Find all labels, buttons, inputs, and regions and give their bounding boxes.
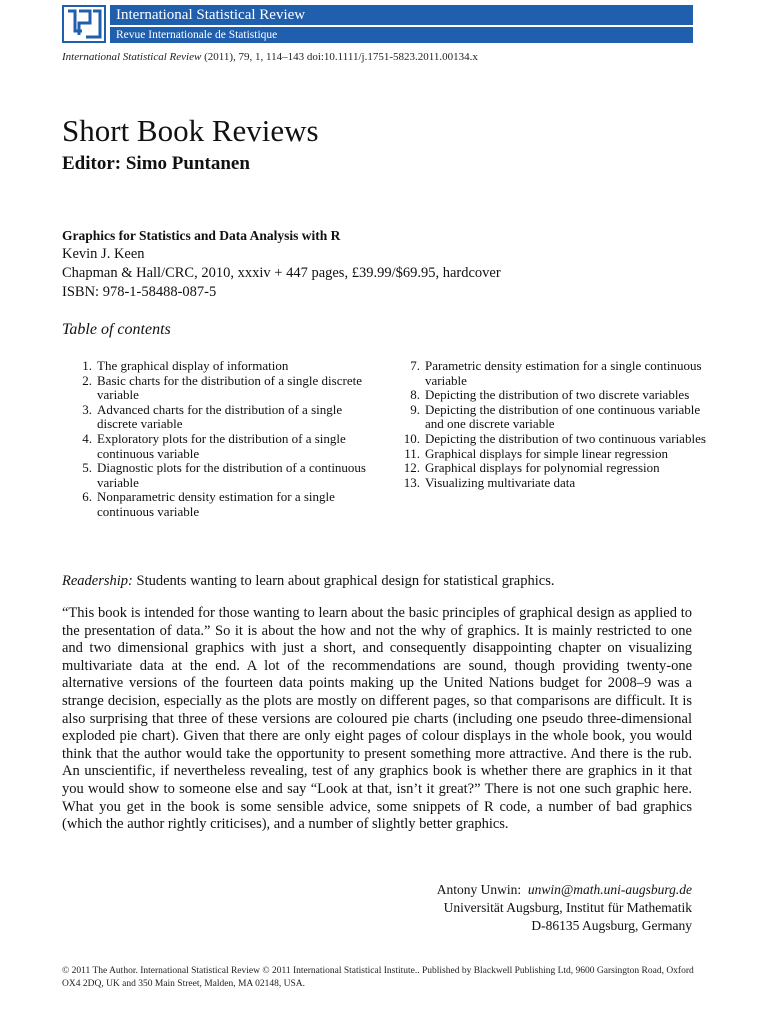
reviewer-address: D-86135 Augsburg, Germany [531,918,692,933]
review-paragraph: “This book is intended for those wanting to learn about the basic principles of graphical design as applied to the presentation of data.” So it is about the how and not the why of graphics. It is mainly restricted to one and two dimensional graphics with just a short, and consequently disappointing chapter on visualizing multivariate data at the end. A lot of the recommendations are sound, though providing twenty-one alternative versions of the fourteen data points making up the United Nations budget for 2008–9 was a strange decision, especially as the plots are mostly on different pages, so that comparisons are difficult. It is also surprising that three of these versions are coloured pie charts (including one pseudo three-dimensional exploded pie chart). Given that there are only eight pages of colour displays in the whole book, you would think that the author would take the opportunity to present something more attractive. And there is the rub. An unscientific, if nevertheless revealing, test of any graphics book is whether there are graphics in it that you would show to someone else and say “Look at that, isn’t it great?” There is not one such graphic here. What you get in the book is some sensible advice, some snippets of R code, a number of bad graphics (which the author rightly criticises), and a number of slightly better graphics. [62,605,692,833]
toc-item-number: 5. [82,460,92,476]
readership-label: Readership: [62,573,133,589]
isi-logo-icon [62,5,106,43]
page-title: Short Book Reviews [62,113,319,148]
toc-item-text: Exploratory plots for the distribution of a single continuous variable [97,430,346,461]
toc-item-text: Basic charts for the distribution of a single discrete variable [97,372,362,403]
journal-banner [62,5,693,43]
reviewer-name: Antony Unwin: [436,882,522,897]
toc-item-number: 8. [410,387,420,403]
book-details [62,226,501,302]
toc-item [390,359,710,388]
reviewer-email: unwin@math.uni-augsburg.de [527,882,692,897]
toc-item-number: 9. [410,401,420,417]
toc-item-number: 13. [403,474,420,490]
reviewer-institution: Universität Augsburg, Institut für Mathematik [443,900,692,915]
toc-item [390,403,710,432]
toc-item [62,359,382,374]
book-author: Kevin J. Keen [62,246,145,262]
toc-item-number: 1. [82,358,92,373]
toc-item [390,447,710,462]
toc-item [390,388,710,403]
toc-item-text: Depicting the distribution of one continuous variable and one discrete variable [425,401,701,432]
toc-item-number: 6. [82,489,92,505]
toc-item-text: Graphical displays for polynomial regression [425,460,660,476]
toc-heading: Table of contents [62,321,171,338]
citation-journal: International Statistical Review [62,51,202,63]
toc-item-text: Depicting the distribution of two continuous variables [425,430,706,446]
toc-item-number: 11. [404,445,420,461]
journal-name-french: Revue Internationale de Statistique [110,27,693,43]
toc-item-text: Visualizing multivariate data [425,474,576,490]
citation-details: (2011), 79, 1, 114–143 doi:10.1111/j.1751-5823.2011.00134.x [201,51,478,63]
toc-item [62,403,382,432]
toc-item [62,490,382,519]
toc-item [390,461,710,476]
toc-item-text: Depicting the distribution of two discrete variables [425,387,690,403]
citation-line [62,51,478,63]
book-publisher: Chapman & Hall/CRC, 2010, xxxiv + 447 pages, £39.99/$69.95, hardcover [62,265,501,281]
toc-item-number: 7. [410,358,420,373]
toc-list-left [62,359,382,520]
book-title: Graphics for Statistics and Data Analysis with R [62,228,341,243]
toc-list-right [390,359,710,490]
toc-item-number: 10. [403,430,420,446]
toc-item-text: Parametric density estimation for a single continuous variable [425,358,702,388]
toc-item-number: 12. [403,460,420,476]
toc-item-number: 3. [82,401,92,417]
toc-item-number: 2. [82,372,92,388]
readership-text: Students wanting to learn about graphical design for statistical graphics. [132,573,555,589]
journal-name: International Statistical Review [110,5,693,25]
copyright-footer: © 2011 The Author. International Statistical Review © 2011 International Statistical Institute.. Published by Blackwell Publishing Ltd, 9600 Garsington Road, Oxford OX4 2DQ, UK and 350 Main Street, Malden, MA 02148, USA. [62,966,694,989]
toc-item-text: Advanced charts for the distribution of a single discrete variable [97,401,343,432]
book-isbn: ISBN: 978-1-58488-087-5 [62,284,217,300]
toc-item [390,432,710,447]
toc-item-text: Nonparametric density estimation for a single continuous variable [97,489,335,519]
toc-item [62,461,382,490]
toc-item [62,374,382,403]
toc-item-number: 4. [82,430,92,446]
reviewer-name-line [437,881,692,899]
reviewer-signature [437,881,692,935]
toc-item [390,476,710,491]
readership-line [62,573,554,590]
toc-item-text: Graphical displays for simple linear regression [425,445,668,461]
toc-item-text: The graphical display of information [97,358,289,373]
editor-line: Editor: Simo Puntanen [62,153,250,174]
toc-item [62,432,382,461]
toc-item-text: Diagnostic plots for the distribution of a continuous variable [97,460,366,490]
